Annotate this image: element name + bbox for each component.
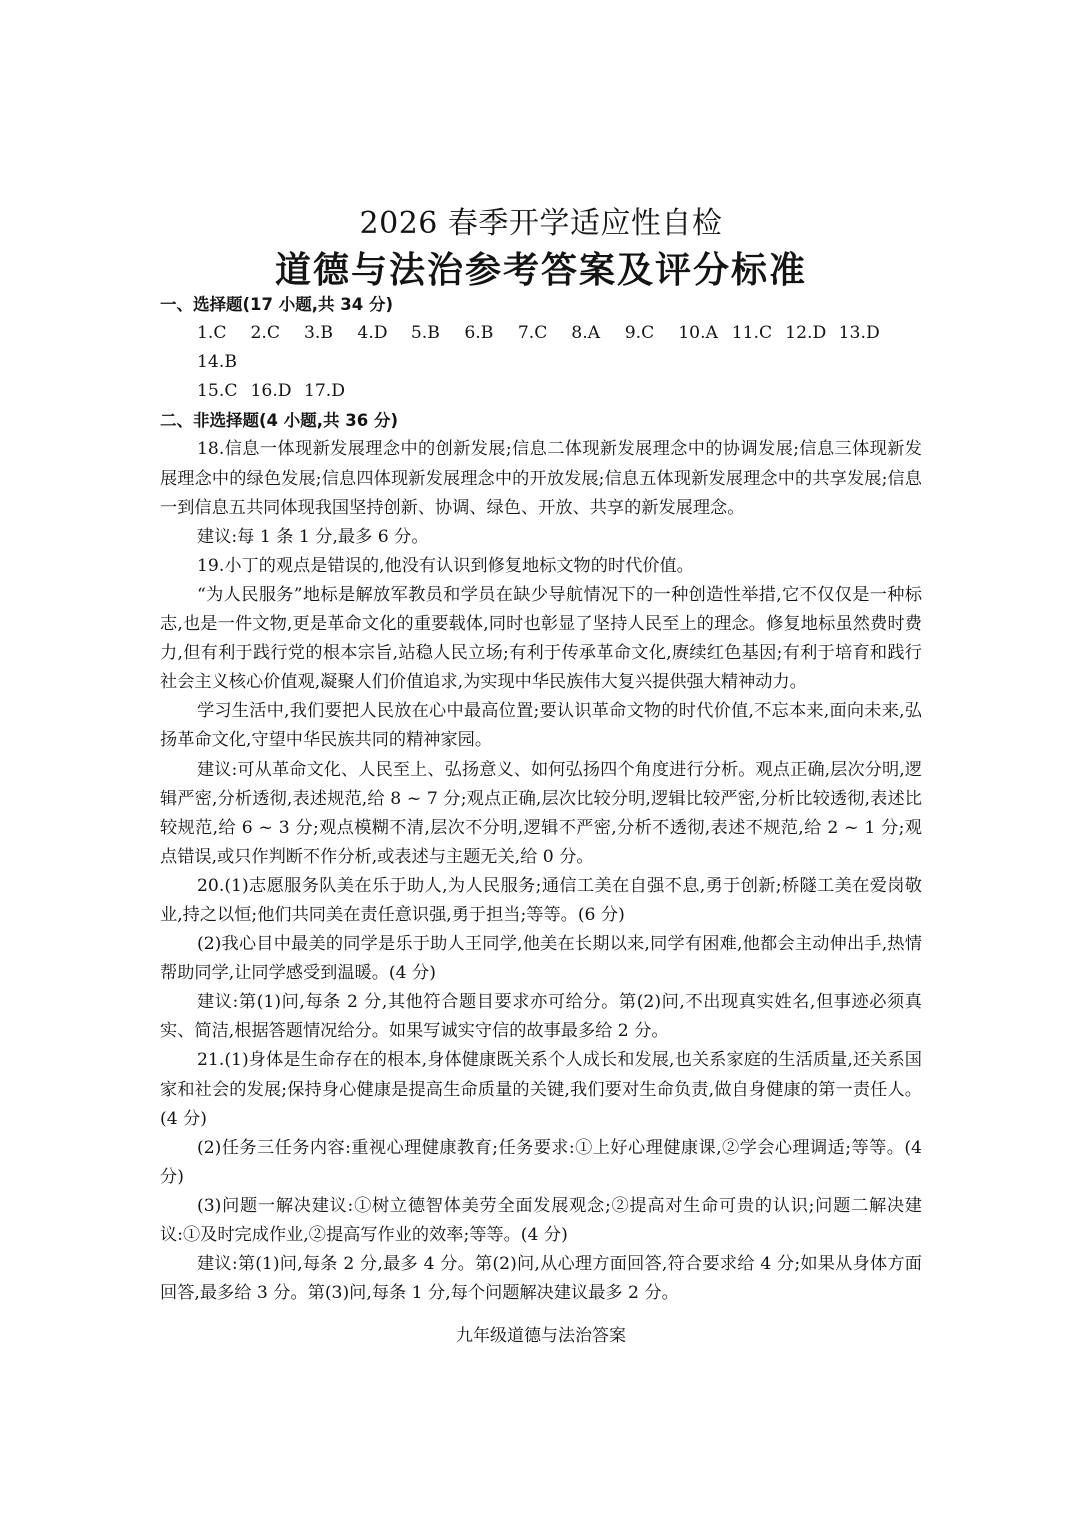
answer-item: 17.D — [303, 381, 346, 402]
answer-item: 13.D — [838, 323, 880, 344]
answer-paragraph: (2)任务三任务内容:重视心理健康教育;任务要求:①上好心理健康课,②学会心理调适;等等。(4 分) — [160, 1137, 922, 1187]
answer-item: 10.A — [678, 323, 718, 344]
answer-item: 6.B — [464, 323, 494, 344]
answer-paragraph: 20.(1)志愿服务队美在乐于助人,为人民服务;通信工美在自强不息,勇于创新;桥隧工美在爱岗敬业,持之以恒;他们共同美在责任意识强,勇于担当;等等。(6 分) — [160, 875, 922, 925]
answer-paragraph: 学习生活中,我们要把人民放在心中最高位置;要认识革命文物的时代价值,不忘本来,面向未来,弘扬革命文化,守望中华民族共同的精神家园。 — [160, 701, 922, 751]
answer-paragraph: 18.信息一体现新发展理念中的创新发展;信息二体现新发展理念中的协调发展;信息三体现新发展理念中的绿色发展;信息四体现新发展理念中的开放发展;信息五体现新发展理念中的共享发展;信息一到信息五共同体现我国坚持创新、协调、绿色、开放、共享的新发展理念。 — [160, 439, 922, 518]
multiple-choice-answers — [160, 319, 922, 406]
answer-paragraph: “为人民服务”地标是解放军教员和学员在缺少导航情况下的一种创造性举措,它不仅仅是一种标志,也是一件文物,更是革命文化的重要载体,同时也彰显了坚持人民至上的理念。修复地标虽然费时费力,但有利于践行党的根本宗旨,站稳人民立场;有利于传承革命文化,赓续红色基因;有利于培育和践行社会主义核心价值观,凝聚人们价值追求,为实现中华民族伟大复兴提供强大精神动力。 — [160, 584, 922, 693]
answer-item: 4.D — [357, 323, 388, 344]
page-title: 道德与法治参考答案及评分标准 — [274, 250, 807, 291]
scoring-note: 建议:第(1)问,每条 2 分,最多 4 分。第(2)问,从心理方面回答,符合要求给 4 分;如果从身体方面回答,最多给 3 分。第(3)问,每条 1 分,每个问题解决建议最多 2 分。 — [160, 1254, 922, 1304]
section-heading-multiple-choice: 一、选择题(17 小题,共 34 分) — [160, 295, 394, 314]
answer-item: 8.A — [571, 323, 601, 344]
scoring-note: 建议:可从革命文化、人民至上、弘扬意义、如何弘扬四个角度进行分析。观点正确,层次分明,逻辑严密,分析透彻,表述规范,给 8 ~ 7 分;观点正确,层次比较分明,逻辑比较严密,分析比较透彻,表述比较规范,给 6 ~ 3 分;观点模糊不清,层次不分明,逻辑不严密,分析不透彻,表述不规范,给 2 ~ 1 分;观点错误,或只作判断不作分析,或表述与主题无关,给 0 分。 — [160, 759, 922, 867]
scoring-note: 建议:每 1 条 1 分,最多 6 分。 — [197, 526, 429, 547]
scoring-note: 建议:第(1)问,每条 2 分,其他符合题目要求亦可给分。第(2)问,不出现真实姓名,但事迹必须真实、简洁,根据答题情况给分。如果写诚实守信的故事最多给 2 分。 — [160, 992, 922, 1042]
answer-item: 3.B — [303, 323, 333, 344]
answer-item: 11.C — [731, 323, 773, 344]
section-heading-non-choice: 二、非选择题(4 小题,共 36 分) — [160, 411, 399, 431]
answer-item: 5.B — [410, 323, 440, 344]
answer-item: 9.C — [624, 323, 655, 344]
answer-item: 14.B — [197, 352, 237, 373]
answer-item: 15.C — [197, 381, 238, 402]
answer-paragraph: 21.(1)身体是生命存在的根本,身体健康既关系个人成长和发展,也关系家庭的生活质量,还关系国家和社会的发展;保持身心健康是提高生命质量的关键,我们要对生命负责,做自身健康的第一责任人。(4 分) — [160, 1050, 922, 1129]
answer-item: 12.D — [785, 323, 827, 344]
answer-item: 2.C — [250, 323, 281, 344]
answer-item: 1.C — [197, 323, 227, 344]
answer-paragraph: 19.小丁的观点是错误的,他没有认识到修复地标文物的时代价值。 — [197, 555, 694, 576]
answer-item: 7.C — [517, 323, 548, 344]
answer-paragraph: (3)问题一解决建议:①树立德智体美劳全面发展观念;②提高对生命可贵的认识;问题二解决建议:①及时完成作业,②提高写作业的效率;等等。(4 分) — [160, 1195, 922, 1245]
exam-subtitle: 2026 春季开学适应性自检 — [359, 206, 723, 241]
answer-body — [160, 290, 922, 1308]
page-footer: 九年级道德与法治答案 — [456, 1326, 626, 1346]
answer-paragraph: (2)我心目中最美的同学是乐于助人王同学,他美在长期以来,同学有困难,他都会主动伸出手,热情帮助同学,让同学感受到温暖。(4 分) — [160, 934, 922, 984]
answer-item: 16.D — [250, 381, 292, 402]
